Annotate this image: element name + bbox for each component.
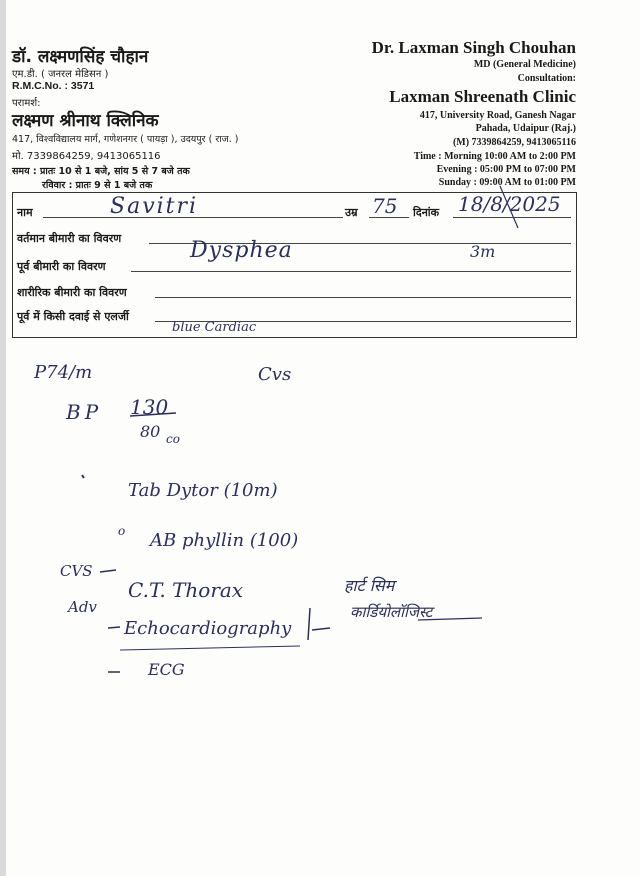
duration-handwritten: 3m (470, 242, 496, 261)
degree-english: MD (General Medicine) (473, 59, 576, 70)
consult-label-hindi: परामर्श: (12, 98, 41, 109)
address1-english: 417, University Road, Ganesh Nagar (419, 110, 576, 121)
cvs-note: Cvs (258, 364, 292, 385)
pulse-note: P74/m (34, 362, 93, 383)
rmc-number: R.M.C.No. : 3571 (12, 80, 95, 92)
ct-thorax: C.T. Thorax (128, 578, 244, 602)
time-evening: Evening : 05:00 PM to 07:00 PM (436, 164, 576, 175)
allergy-label: पूर्व में किसी दवाई से एलर्जी (17, 310, 129, 323)
adv-note: Adv (68, 598, 97, 616)
o-mark: o (118, 524, 126, 538)
degree-hindi: एम.डी. ( जनरल मेडिसन ) (12, 69, 109, 80)
past-illness-label: पूर्व बीमारी का विवरण (17, 260, 106, 273)
doctor-name-hindi: डॉ. लक्ष्मणसिंह चौहान (12, 47, 149, 67)
age-label: उम्र (345, 206, 358, 219)
time-morning: Time : Morning 10:00 AM to 2:00 PM (413, 151, 576, 162)
time-sunday: Sunday : 09:00 AM to 01:00 PM (438, 177, 576, 188)
rx-abphyllin: AB phyllin (100) (150, 530, 299, 551)
mobile-english: (M) 7339864259, 9413065116 (452, 137, 576, 148)
timing-hindi: समय : प्रातः 10 से 1 बजे, सांय 5 से 7 बजे तक (12, 166, 190, 177)
date-handwritten: 18/8/2025 (458, 192, 561, 216)
mobile-hindi: मो. 7339864259, 9413065116 (12, 151, 161, 162)
right-note-cardio: कार्डियोलॉजिस्ट (350, 603, 433, 621)
age-handwritten: 75 (372, 194, 398, 218)
ecg-note: ECG (148, 660, 185, 679)
name-label: नाम (17, 206, 33, 219)
bp-systolic: 130 (130, 395, 169, 419)
bp-label: BP (66, 400, 103, 424)
consult-label-english: Consultation: (517, 73, 576, 84)
clinic-name-hindi: लक्ष्मण श्रीनाथ क्लिनिक (12, 111, 159, 131)
clinic-name-english: Laxman Shreenath Clinic (389, 87, 576, 106)
address2-english: Pahada, Udaipur (Raj.) (475, 123, 576, 134)
address-hindi: 417, विश्वविद्यालय मार्ग, गणेशनगर ( पायड़ा ), उदयपुर ( राज. ) (12, 134, 239, 145)
current-illness-label: वर्तमान बीमारी का विवरण (17, 232, 122, 245)
cardiac-note-handwritten: blue Cardiac (172, 320, 257, 335)
bp-suffix: co (166, 432, 180, 446)
right-note-heart: हार्ट सिम (344, 576, 395, 595)
doctor-name-english: Dr. Laxman Singh Chouhan (371, 38, 576, 57)
patient-name-handwritten: Savitri (110, 194, 199, 219)
echo-note: Echocardiography (124, 618, 292, 639)
cvs2-note: CVS (60, 562, 93, 580)
past-illness-handwritten: Dysphea (190, 238, 293, 263)
sunday-hindi: रविवार : प्रातः 9 से 1 बजे तक (42, 180, 153, 191)
physical-illness-label: शारीरिक बीमारी का विवरण (17, 286, 127, 299)
rx-dytor: Tab Dytor (10m) (128, 480, 278, 501)
date-label: दिनांक (413, 206, 440, 219)
bp-diastolic: 80 (140, 422, 161, 441)
